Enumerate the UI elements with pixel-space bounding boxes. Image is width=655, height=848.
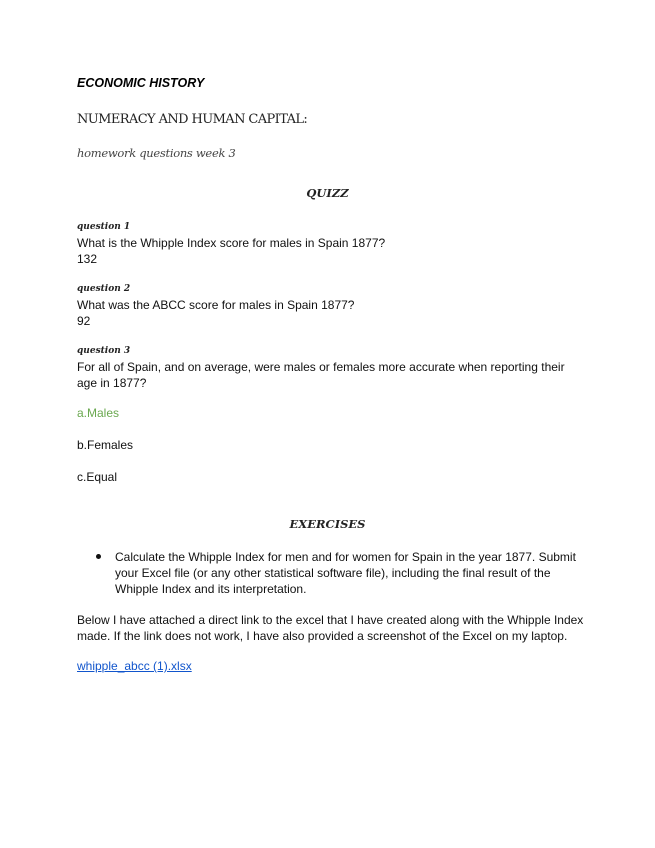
answer-option-b: b.Females [77, 438, 134, 452]
question-1-text: What is the Whipple Index score for males in Spain 1877? [77, 236, 386, 250]
document-subtitle: NUMERACY AND HUMAN CAPITAL: [77, 112, 308, 127]
question-3-text-line-1: For all of Spain, and on average, were males or females more accurate when reporting their [77, 360, 565, 374]
exercise-bullet-line-2: your Excel file (or any other statistical software file), including the final result of the [115, 566, 551, 580]
document-title: ECONOMIC HISTORY [77, 76, 205, 90]
bullet-dot-icon [96, 554, 101, 559]
question-1-answer: 132 [77, 252, 98, 266]
answer-option-c: c.Equal [77, 470, 118, 484]
quiz-heading: QUIZZ [306, 186, 349, 200]
excel-file-link[interactable]: whipple_abcc (1).xlsx [77, 659, 192, 673]
question-2-label: question 2 [77, 284, 131, 294]
exercise-paragraph-line-1: Below I have attached a direct link to the excel that I have created along with the Whipple Index [77, 613, 584, 627]
exercises-heading: EXERCISES [289, 517, 366, 531]
exercise-paragraph-line-2: made. If the link does not work, I have also provided a screenshot of the Excel on my laptop. [77, 629, 568, 643]
question-3-label: question 3 [77, 346, 131, 356]
question-2-text: What was the ABCC score for males in Spain 1877? [77, 298, 355, 312]
question-2-answer: 92 [77, 314, 91, 328]
homework-label: homework questions week 3 [77, 146, 236, 160]
question-3-text-line-2: age in 1877? [77, 376, 147, 390]
answer-option-a: a.Males [77, 406, 120, 420]
exercise-bullet-line-3: Whipple Index and its interpretation. [115, 582, 307, 596]
question-1-label: question 1 [77, 222, 131, 232]
exercise-bullet-line-1: Calculate the Whipple Index for men and for women for Spain in the year 1877. Submit [115, 550, 576, 564]
